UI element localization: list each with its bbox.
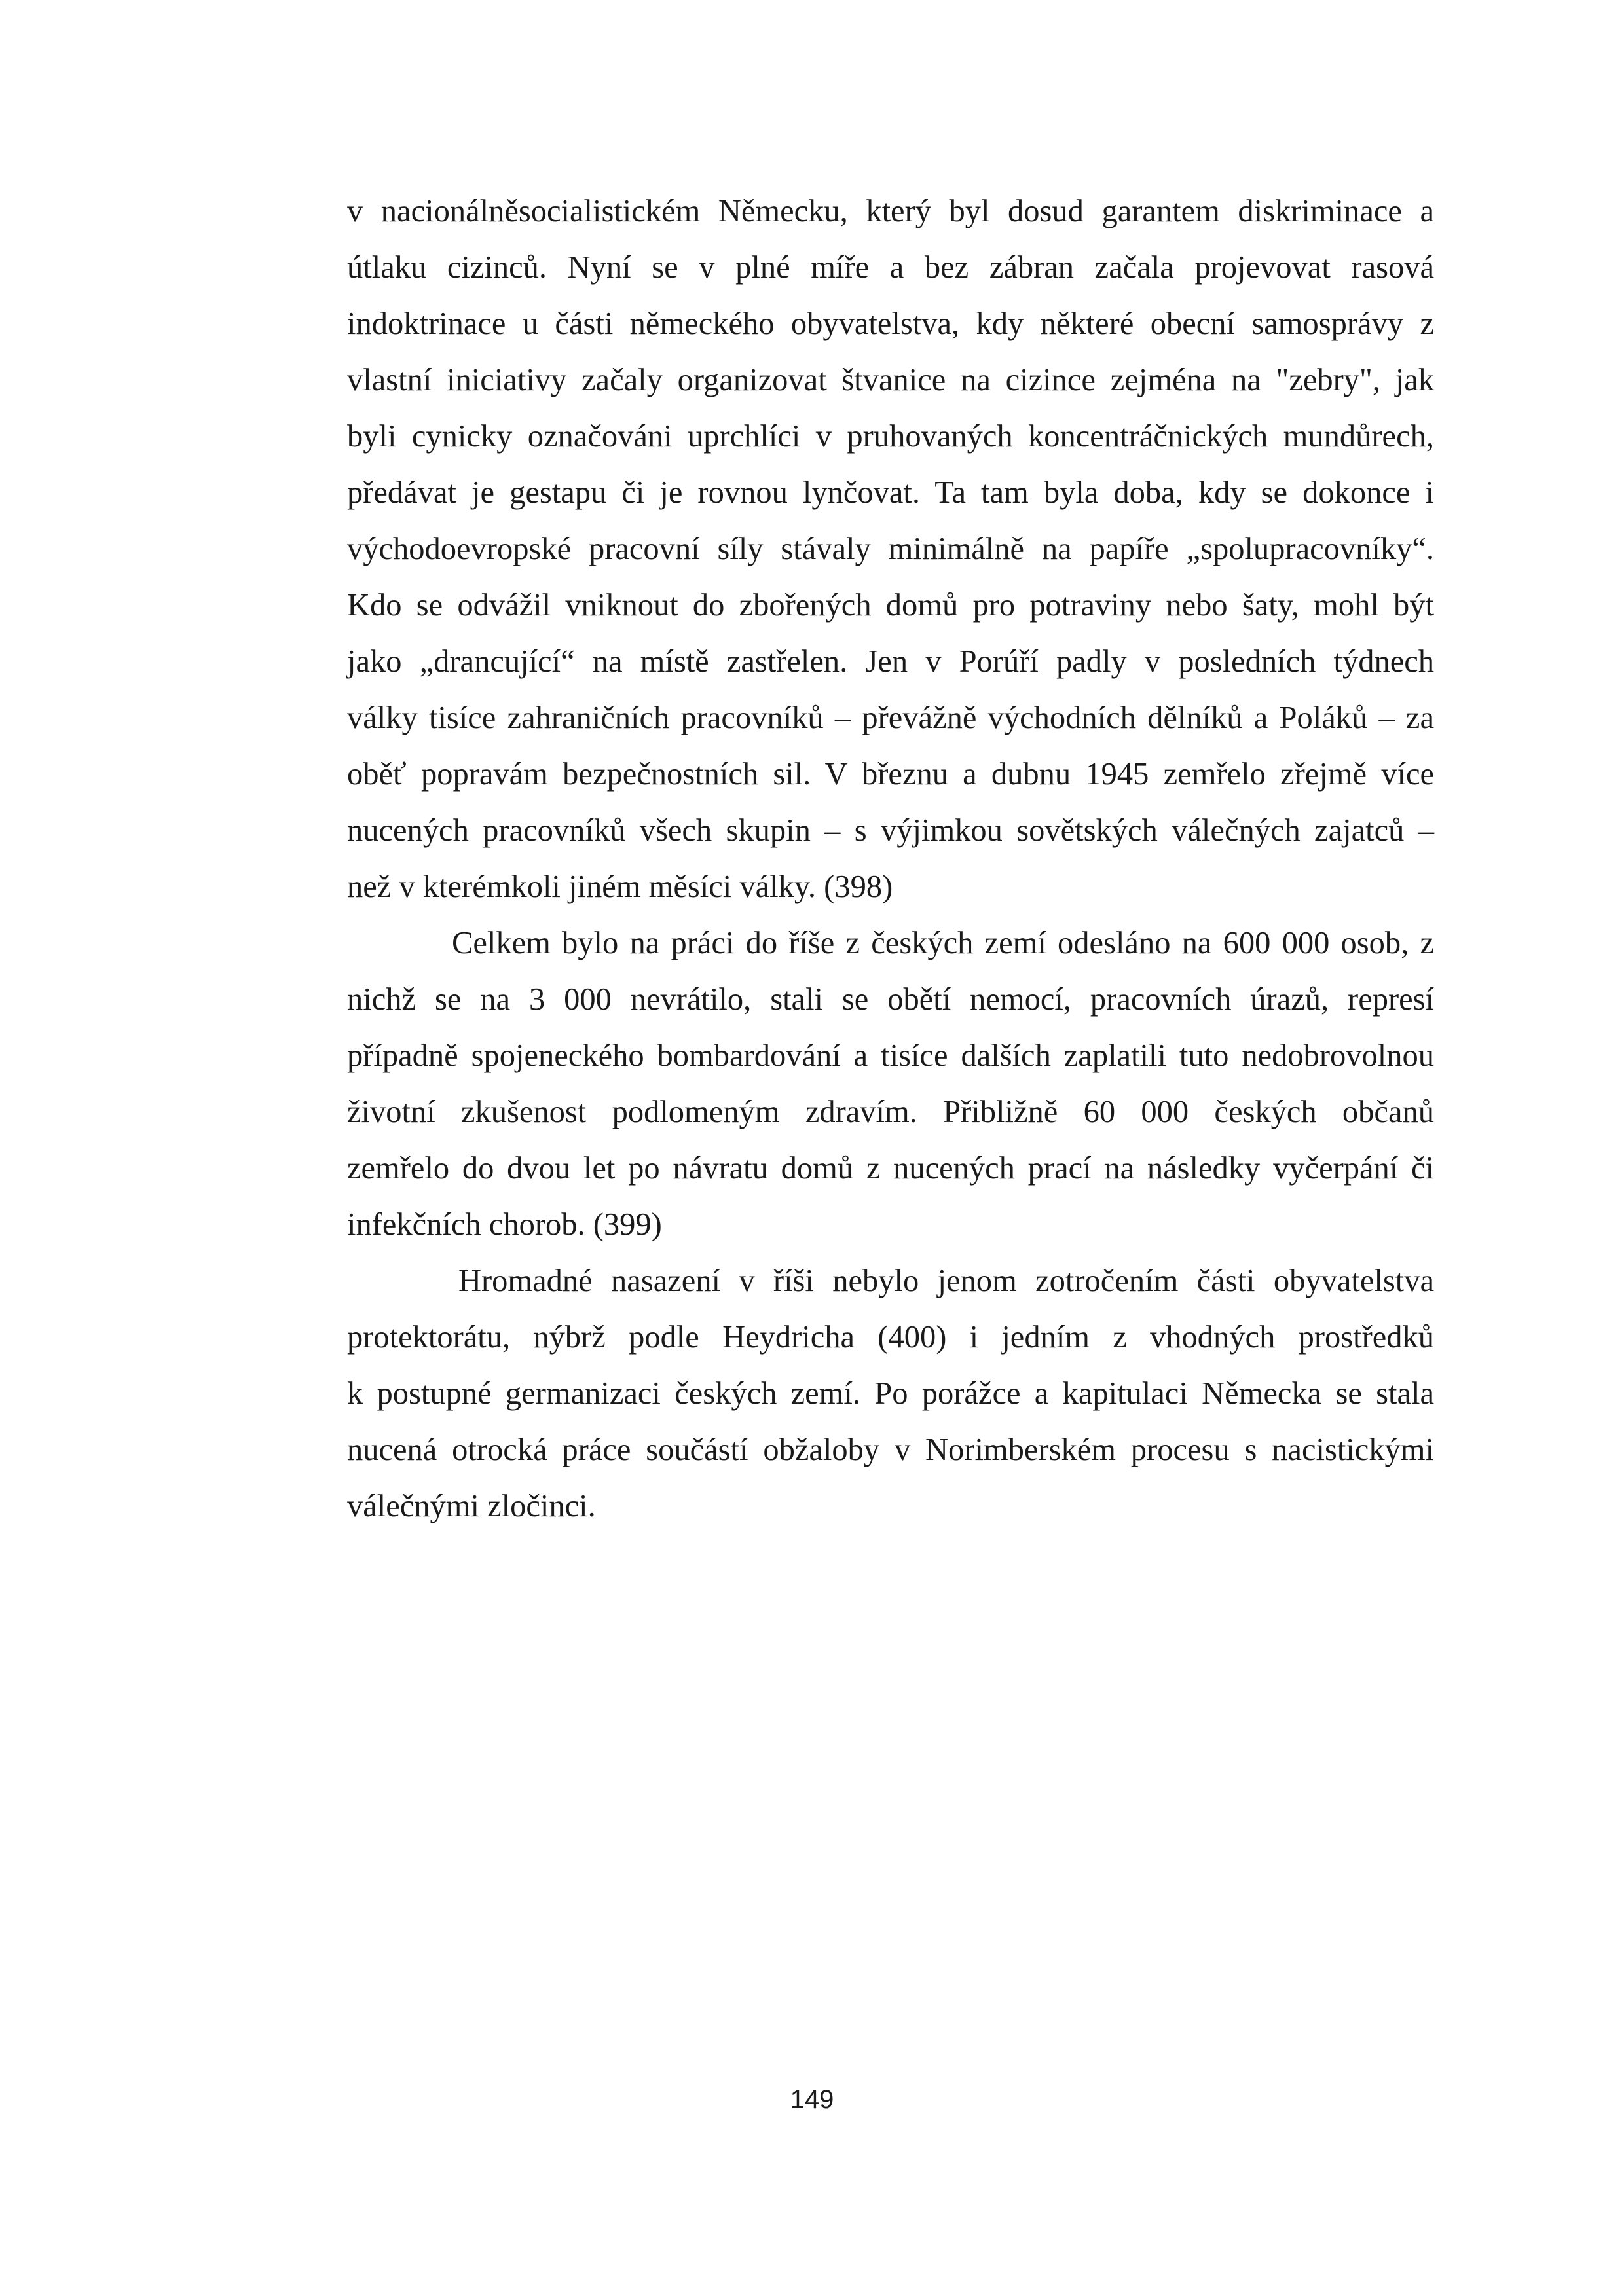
text-line: válečnými zločinci. — [347, 1489, 596, 1523]
text-line: protektorátu, nýbrž podle Heydricha (400) i jedním z vhodných prostředků — [347, 1320, 1434, 1355]
text-line: životní zkušenost podlomeným zdravím. Přibližně 60 000 českých občanů — [347, 1095, 1434, 1129]
text-line: v nacionálněsocialistickém Německu, který byl dosud garantem diskriminace a — [347, 194, 1434, 228]
body-text — [347, 183, 1434, 1535]
text-line: než v kterémkoli jiném měsíci války. (398) — [347, 869, 893, 904]
text-line: východoevropské pracovní síly stávaly minimálně na papíře „spolupracovníky“. — [347, 532, 1434, 566]
text-line: infekčních chorob. (399) — [347, 1207, 662, 1242]
text-line: předávat je gestapu či je rovnou lynčovat. Ta tam byla doba, kdy se dokonce i — [347, 475, 1434, 510]
text-line: oběť popravám bezpečnostních sil. V březnu a dubnu 1945 zemřelo zřejmě více — [347, 757, 1434, 792]
text-line: útlaku cizinců. Nyní se v plné míře a bez zábran začala projevovat rasová — [347, 250, 1434, 285]
text-line: nucených pracovníků všech skupin – s výjimkou sovětských válečných zajatců – — [347, 813, 1434, 848]
text-line: byli cynicky označováni uprchlíci v pruhovaných koncentráčnických mundůrech, — [347, 419, 1434, 454]
text-line: Hromadné nasazení v říši nebylo jenom zotročením části obyvatelstva — [458, 1264, 1434, 1298]
text-line: Celkem bylo na práci do říše z českých zemí odesláno na 600 000 osob, z — [452, 926, 1434, 960]
text-line: zemřelo do dvou let po návratu domů z nucených prací na následky vyčerpání či — [347, 1151, 1434, 1186]
text-line: k postupné germanizaci českých zemí. Po porážce a kapitulaci Německa se stala — [347, 1376, 1434, 1411]
text-line: války tisíce zahraničních pracovníků – převážně východních dělníků a Poláků – za — [347, 701, 1434, 735]
paragraph-2 — [347, 915, 1434, 1253]
text-line: vlastní iniciativy začaly organizovat štvanice na cizince zejména na "zebry", jak — [347, 363, 1434, 397]
text-line: nucená otrocká práce součástí obžaloby v Norimberském procesu s nacistickými — [347, 1432, 1434, 1467]
paragraph-1 — [347, 183, 1434, 915]
text-line: jako „drancující“ na místě zastřelen. Jen v Porúří padly v posledních týdnech — [347, 644, 1434, 679]
page-number: 149 — [790, 2085, 834, 2114]
text-line: Kdo se odvážil vniknout do zbořených domů pro potraviny nebo šaty, mohl být — [347, 588, 1434, 623]
text-line: nichž se na 3 000 nevrátilo, stali se obětí nemocí, pracovních úrazů, represí — [347, 982, 1434, 1017]
text-line: indoktrinace u části německého obyvatelstva, kdy některé obecní samosprávy z — [347, 306, 1434, 341]
text-line: případně spojeneckého bombardování a tisíce dalších zaplatili tuto nedobrovolnou — [347, 1038, 1434, 1073]
paragraph-3 — [347, 1253, 1434, 1535]
